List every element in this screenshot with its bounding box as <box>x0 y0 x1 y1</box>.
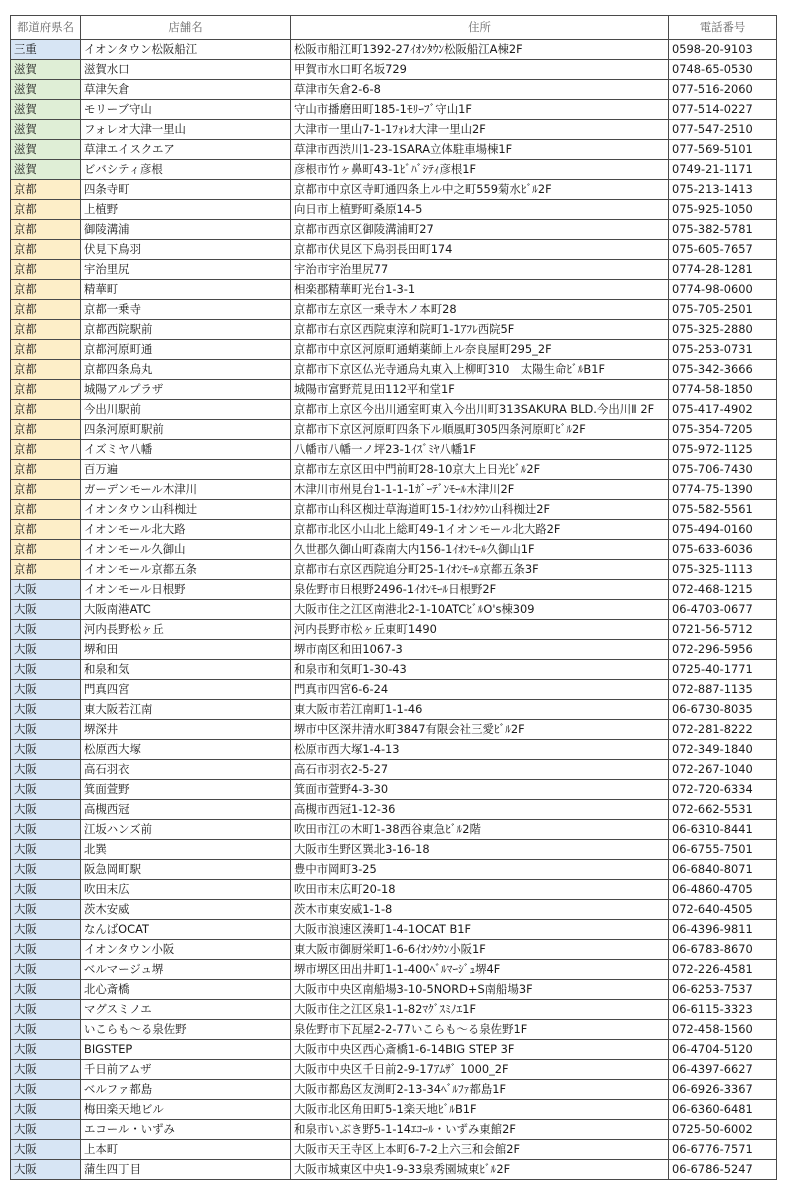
table-row <box>11 560 777 580</box>
phone-cell: 075-213-1413 <box>669 180 777 200</box>
address-cell: 松原市西大塚1-4-13 <box>291 740 669 760</box>
store-name-cell: 上本町 <box>81 1140 291 1160</box>
store-name-cell: 松原西大塚 <box>81 740 291 760</box>
store-list-table <box>10 15 777 1180</box>
store-name-cell: イオンタウン松阪船江 <box>81 40 291 60</box>
address-cell: 久世郡久御山町森南大内156-1ｲｵﾝﾓｰﾙ久御山1F <box>291 540 669 560</box>
phone-cell: 075-494-0160 <box>669 520 777 540</box>
prefecture-cell: 京都 <box>11 440 81 460</box>
table-row <box>11 680 777 700</box>
phone-cell: 075-972-1125 <box>669 440 777 460</box>
table-row <box>11 280 777 300</box>
prefecture-cell: 大阪 <box>11 580 81 600</box>
phone-cell: 06-6840-8071 <box>669 860 777 880</box>
store-name-cell: 上植野 <box>81 200 291 220</box>
address-cell: 大阪市都島区友渕町2-13-34ﾍﾞﾙﾌｧ都島1F <box>291 1080 669 1100</box>
prefecture-cell: 大阪 <box>11 900 81 920</box>
address-cell: 相楽郡精華町光台1-3-1 <box>291 280 669 300</box>
table-row <box>11 920 777 940</box>
phone-cell: 075-382-5781 <box>669 220 777 240</box>
address-cell: 大阪市北区角田町5-1楽天地ﾋﾞﾙB1F <box>291 1100 669 1120</box>
phone-cell: 075-253-0731 <box>669 340 777 360</box>
phone-cell: 0598-20-9103 <box>669 40 777 60</box>
prefecture-cell: 京都 <box>11 320 81 340</box>
address-cell: 高石市羽衣2-5-27 <box>291 760 669 780</box>
address-cell: 甲賀市水口町名坂729 <box>291 60 669 80</box>
prefecture-cell: 京都 <box>11 560 81 580</box>
prefecture-cell: 大阪 <box>11 840 81 860</box>
address-cell: 大阪市住之江区泉1-1-82ﾏｸﾞｽﾐﾉｴ1F <box>291 1000 669 1020</box>
table-row <box>11 740 777 760</box>
phone-cell: 075-605-7657 <box>669 240 777 260</box>
store-name-cell: 東大阪若江南 <box>81 700 291 720</box>
address-cell: 城陽市富野荒見田112平和堂1F <box>291 380 669 400</box>
table-row <box>11 820 777 840</box>
prefecture-cell: 大阪 <box>11 960 81 980</box>
store-name-cell: 御陵溝浦 <box>81 220 291 240</box>
table-row <box>11 620 777 640</box>
store-name-cell: 阪急岡町駅 <box>81 860 291 880</box>
table-row <box>11 1060 777 1080</box>
phone-cell: 0725-40-1771 <box>669 660 777 680</box>
store-name-cell: 高石羽衣 <box>81 760 291 780</box>
prefecture-cell: 京都 <box>11 280 81 300</box>
address-cell: 京都市西京区御陵溝浦町27 <box>291 220 669 240</box>
prefecture-cell: 京都 <box>11 420 81 440</box>
address-cell: 大阪市中央区千日前2-9-17ｱﾑｻﾞ 1000_2F <box>291 1060 669 1080</box>
prefecture-cell: 京都 <box>11 260 81 280</box>
address-cell: 京都市下京区河原町四条下ル順風町305四条河原町ﾋﾞﾙ2F <box>291 420 669 440</box>
address-cell: 向日市上植野町桑原14-5 <box>291 200 669 220</box>
table-row <box>11 980 777 1000</box>
table-row <box>11 880 777 900</box>
phone-cell: 06-6776-7571 <box>669 1140 777 1160</box>
address-cell: 豊中市岡町3-25 <box>291 860 669 880</box>
phone-cell: 0774-98-0600 <box>669 280 777 300</box>
phone-cell: 075-925-1050 <box>669 200 777 220</box>
table-row <box>11 840 777 860</box>
table-row <box>11 340 777 360</box>
address-cell: 大津市一里山7-1-1ﾌｫﾚｵ大津一里山2F <box>291 120 669 140</box>
phone-cell: 06-4396-9811 <box>669 920 777 940</box>
phone-cell: 0725-50-6002 <box>669 1120 777 1140</box>
phone-cell: 075-325-1113 <box>669 560 777 580</box>
phone-cell: 077-547-2510 <box>669 120 777 140</box>
store-name-cell: 堺深井 <box>81 720 291 740</box>
prefecture-cell: 大阪 <box>11 740 81 760</box>
store-name-cell: 京都西院駅前 <box>81 320 291 340</box>
store-name-cell: 北巽 <box>81 840 291 860</box>
prefecture-cell: 大阪 <box>11 1020 81 1040</box>
phone-cell: 072-349-1840 <box>669 740 777 760</box>
prefecture-cell: 三重 <box>11 40 81 60</box>
address-cell: 松阪市船江町1392-27ｲｵﾝﾀｳﾝ松阪船江A棟2F <box>291 40 669 60</box>
table-row <box>11 540 777 560</box>
store-name-cell: モリーブ守山 <box>81 100 291 120</box>
phone-cell: 072-267-1040 <box>669 760 777 780</box>
prefecture-cell: 大阪 <box>11 1080 81 1100</box>
prefecture-cell: 京都 <box>11 200 81 220</box>
table-row <box>11 600 777 620</box>
table-row <box>11 120 777 140</box>
table-row <box>11 380 777 400</box>
store-name-cell: なんばOCAT <box>81 920 291 940</box>
address-cell: 木津川市州見台1-1-1-1ｶﾞｰﾃﾞﾝﾓｰﾙ木津川2F <box>291 480 669 500</box>
prefecture-cell: 大阪 <box>11 1040 81 1060</box>
address-cell: 大阪市天王寺区上本町6-7-2上六三和会館2F <box>291 1140 669 1160</box>
store-name-cell: 精華町 <box>81 280 291 300</box>
phone-cell: 075-354-7205 <box>669 420 777 440</box>
prefecture-cell: 京都 <box>11 460 81 480</box>
prefecture-cell: 大阪 <box>11 800 81 820</box>
store-name-cell: イオンモール京都五条 <box>81 560 291 580</box>
prefecture-cell: 滋賀 <box>11 140 81 160</box>
address-cell: 京都市左京区田中門前町28-10京大上日光ﾋﾞﾙ2F <box>291 460 669 480</box>
phone-cell: 06-6310-8441 <box>669 820 777 840</box>
store-name-cell: 和泉和気 <box>81 660 291 680</box>
phone-cell: 072-468-1215 <box>669 580 777 600</box>
phone-cell: 072-662-5531 <box>669 800 777 820</box>
table-row <box>11 140 777 160</box>
phone-cell: 077-514-0227 <box>669 100 777 120</box>
table-body <box>11 40 777 1180</box>
address-cell: 堺市南区和田1067-3 <box>291 640 669 660</box>
table-row <box>11 240 777 260</box>
store-name-cell: 堺和田 <box>81 640 291 660</box>
address-cell: 東大阪市御厨栄町1-6-6ｲｵﾝﾀｳﾝ小阪1F <box>291 940 669 960</box>
store-name-cell: 大阪南港ATC <box>81 600 291 620</box>
prefecture-cell: 大阪 <box>11 620 81 640</box>
store-name-cell: 蒲生四丁目 <box>81 1160 291 1180</box>
address-cell: 京都市右京区西院追分町25-1ｲｵﾝﾓｰﾙ京都五条3F <box>291 560 669 580</box>
prefecture-cell: 京都 <box>11 360 81 380</box>
table-row <box>11 700 777 720</box>
phone-cell: 072-281-8222 <box>669 720 777 740</box>
phone-cell: 06-4397-6627 <box>669 1060 777 1080</box>
address-cell: 門真市四宮6-6-24 <box>291 680 669 700</box>
prefecture-cell: 大阪 <box>11 980 81 1000</box>
store-name-cell: 門真四宮 <box>81 680 291 700</box>
address-cell: 大阪市住之江区南港北2-1-10ATCﾋﾞﾙO's棟309 <box>291 600 669 620</box>
table-row <box>11 1080 777 1100</box>
store-name-cell: 千日前アムザ <box>81 1060 291 1080</box>
store-name-cell: 百万遍 <box>81 460 291 480</box>
prefecture-cell: 大阪 <box>11 820 81 840</box>
store-name-cell: ベルマージュ堺 <box>81 960 291 980</box>
address-cell: 高槻市西冠1-12-36 <box>291 800 669 820</box>
store-name-cell: フォレオ大津一里山 <box>81 120 291 140</box>
prefecture-cell: 大阪 <box>11 880 81 900</box>
store-name-cell: いこらも～る泉佐野 <box>81 1020 291 1040</box>
prefecture-cell: 大阪 <box>11 760 81 780</box>
store-name-cell: 京都一乗寺 <box>81 300 291 320</box>
store-name-cell: エコール・いずみ <box>81 1120 291 1140</box>
phone-cell: 06-4860-4705 <box>669 880 777 900</box>
table-row <box>11 60 777 80</box>
phone-cell: 072-458-1560 <box>669 1020 777 1040</box>
table-row <box>11 400 777 420</box>
table-row <box>11 780 777 800</box>
prefecture-cell: 京都 <box>11 220 81 240</box>
table-row <box>11 1020 777 1040</box>
table-row <box>11 520 777 540</box>
store-name-cell: 箕面萱野 <box>81 780 291 800</box>
prefecture-cell: 大阪 <box>11 780 81 800</box>
phone-cell: 0774-75-1390 <box>669 480 777 500</box>
store-name-cell: ベルファ都島 <box>81 1080 291 1100</box>
header-store: 店舗名 <box>81 16 291 40</box>
store-name-cell: イオンモール日根野 <box>81 580 291 600</box>
phone-cell: 06-6926-3367 <box>669 1080 777 1100</box>
table-row <box>11 900 777 920</box>
table-row <box>11 1100 777 1120</box>
store-name-cell: 四条寺町 <box>81 180 291 200</box>
store-name-cell: 茨木安威 <box>81 900 291 920</box>
table-row <box>11 460 777 480</box>
table-row <box>11 580 777 600</box>
prefecture-cell: 大阪 <box>11 640 81 660</box>
prefecture-cell: 大阪 <box>11 700 81 720</box>
store-name-cell: 京都四条烏丸 <box>81 360 291 380</box>
store-name-cell: イズミヤ八幡 <box>81 440 291 460</box>
address-cell: 京都市山科区椥辻草海道町15-1ｲｵﾝﾀｳﾝ山科椥辻2F <box>291 500 669 520</box>
address-cell: 京都市上京区今出川通室町東入今出川町313SAKURA BLD.今出川Ⅱ 2F <box>291 400 669 420</box>
table-row <box>11 40 777 60</box>
prefecture-cell: 滋賀 <box>11 80 81 100</box>
store-name-cell: 宇治里尻 <box>81 260 291 280</box>
phone-cell: 077-516-2060 <box>669 80 777 100</box>
phone-cell: 072-226-4581 <box>669 960 777 980</box>
table-row <box>11 440 777 460</box>
phone-cell: 075-417-4902 <box>669 400 777 420</box>
store-name-cell: ビバシティ彦根 <box>81 160 291 180</box>
store-name-cell: 四条河原町駅前 <box>81 420 291 440</box>
phone-cell: 06-6253-7537 <box>669 980 777 1000</box>
table-row <box>11 860 777 880</box>
address-cell: 大阪市中央区南船場3-10-5NORD+S南船場3F <box>291 980 669 1000</box>
table-row <box>11 660 777 680</box>
phone-cell: 0721-56-5712 <box>669 620 777 640</box>
address-cell: 宇治市宇治里尻77 <box>291 260 669 280</box>
prefecture-cell: 京都 <box>11 340 81 360</box>
address-cell: 大阪市中央区西心斎橋1-6-14BIG STEP 3F <box>291 1040 669 1060</box>
phone-cell: 075-706-7430 <box>669 460 777 480</box>
phone-cell: 072-887-1135 <box>669 680 777 700</box>
store-name-cell: イオンタウン山科椥辻 <box>81 500 291 520</box>
store-name-cell: 伏見下鳥羽 <box>81 240 291 260</box>
store-name-cell: 梅田楽天地ビル <box>81 1100 291 1120</box>
address-cell: 京都市伏見区下鳥羽長田町174 <box>291 240 669 260</box>
store-name-cell: 河内長野松ヶ丘 <box>81 620 291 640</box>
store-name-cell: 滋賀水口 <box>81 60 291 80</box>
phone-cell: 075-325-2880 <box>669 320 777 340</box>
prefecture-cell: 京都 <box>11 380 81 400</box>
store-name-cell: マグスミノエ <box>81 1000 291 1020</box>
address-cell: 京都市中京区寺町通四条上ル中之町559菊水ﾋﾞﾙ2F <box>291 180 669 200</box>
prefecture-cell: 大阪 <box>11 680 81 700</box>
prefecture-cell: 滋賀 <box>11 160 81 180</box>
table-row <box>11 640 777 660</box>
phone-cell: 06-4703-0677 <box>669 600 777 620</box>
address-cell: 草津市矢倉2-6-8 <box>291 80 669 100</box>
address-cell: 京都市下京区仏光寺通烏丸東入上柳町310 太陽生命ﾋﾞﾙB1F <box>291 360 669 380</box>
address-cell: 草津市西渋川1-23-1SARA立体駐車場棟1F <box>291 140 669 160</box>
phone-cell: 0748-65-0530 <box>669 60 777 80</box>
prefecture-cell: 大阪 <box>11 600 81 620</box>
address-cell: 吹田市江の木町1-38西谷東急ﾋﾞﾙ2階 <box>291 820 669 840</box>
header-row <box>11 16 777 40</box>
phone-cell: 06-6360-6481 <box>669 1100 777 1120</box>
address-cell: 和泉市いぶき野5-1-14ｴｺｰﾙ・いずみ東館2F <box>291 1120 669 1140</box>
table-row <box>11 1120 777 1140</box>
prefecture-cell: 大阪 <box>11 720 81 740</box>
address-cell: 大阪市浪速区湊町1-4-1OCAT B1F <box>291 920 669 940</box>
prefecture-cell: 大阪 <box>11 1100 81 1120</box>
phone-cell: 075-342-3666 <box>669 360 777 380</box>
address-cell: 河内長野市松ヶ丘東町1490 <box>291 620 669 640</box>
address-cell: 茨木市東安威1-1-8 <box>291 900 669 920</box>
address-cell: 箕面市萱野4-3-30 <box>291 780 669 800</box>
table-row <box>11 200 777 220</box>
phone-cell: 0749-21-1171 <box>669 160 777 180</box>
table-row <box>11 1140 777 1160</box>
prefecture-cell: 京都 <box>11 400 81 420</box>
table-row <box>11 360 777 380</box>
phone-cell: 075-582-5561 <box>669 500 777 520</box>
phone-cell: 075-705-2501 <box>669 300 777 320</box>
address-cell: 堺市中区深井清水町3847有限会社三愛ﾋﾞﾙ2F <box>291 720 669 740</box>
store-name-cell: 草津矢倉 <box>81 80 291 100</box>
prefecture-cell: 大阪 <box>11 660 81 680</box>
prefecture-cell: 滋賀 <box>11 120 81 140</box>
prefecture-cell: 京都 <box>11 480 81 500</box>
phone-cell: 06-4704-5120 <box>669 1040 777 1060</box>
phone-cell: 077-569-5101 <box>669 140 777 160</box>
prefecture-cell: 大阪 <box>11 1160 81 1180</box>
store-name-cell: 京都河原町通 <box>81 340 291 360</box>
table-row <box>11 300 777 320</box>
store-name-cell: 草津エイスクエア <box>81 140 291 160</box>
phone-cell: 06-6730-8035 <box>669 700 777 720</box>
store-name-cell: 高槻西冠 <box>81 800 291 820</box>
prefecture-cell: 滋賀 <box>11 60 81 80</box>
table-row <box>11 1160 777 1180</box>
store-name-cell: 北心斎橋 <box>81 980 291 1000</box>
prefecture-cell: 大阪 <box>11 860 81 880</box>
prefecture-cell: 大阪 <box>11 920 81 940</box>
prefecture-cell: 京都 <box>11 180 81 200</box>
table-row <box>11 80 777 100</box>
store-name-cell: BIGSTEP <box>81 1040 291 1060</box>
address-cell: 泉佐野市下瓦屋2-2-77いこらも～る泉佐野1F <box>291 1020 669 1040</box>
store-name-cell: 今出川駅前 <box>81 400 291 420</box>
store-name-cell: 江坂ハンズ前 <box>81 820 291 840</box>
prefecture-cell: 京都 <box>11 300 81 320</box>
address-cell: 堺市堺区田出井町1-1-400ﾍﾞﾙﾏｰｼﾞｭ堺4F <box>291 960 669 980</box>
store-name-cell: 城陽アルプラザ <box>81 380 291 400</box>
phone-cell: 06-6755-7501 <box>669 840 777 860</box>
prefecture-cell: 京都 <box>11 500 81 520</box>
store-name-cell: 吹田末広 <box>81 880 291 900</box>
address-cell: 大阪市生野区巽北3-16-18 <box>291 840 669 860</box>
table-row <box>11 800 777 820</box>
address-cell: 彦根市竹ヶ鼻町43-1ﾋﾞﾊﾞｼﾃｨ彦根1F <box>291 160 669 180</box>
address-cell: 守山市播磨田町185-1ﾓﾘｰﾌﾞ守山1F <box>291 100 669 120</box>
table-row <box>11 160 777 180</box>
address-cell: 泉佐野市日根野2496-1ｲｵﾝﾓｰﾙ日根野2F <box>291 580 669 600</box>
table-row <box>11 320 777 340</box>
prefecture-cell: 京都 <box>11 540 81 560</box>
phone-cell: 06-6783-8670 <box>669 940 777 960</box>
address-cell: 京都市北区小山北上総町49-1イオンモール北大路2F <box>291 520 669 540</box>
phone-cell: 072-640-4505 <box>669 900 777 920</box>
phone-cell: 06-6786-5247 <box>669 1160 777 1180</box>
store-name-cell: イオンタウン小阪 <box>81 940 291 960</box>
address-cell: 大阪市城東区中央1-9-33泉秀園城東ﾋﾞﾙ2F <box>291 1160 669 1180</box>
table-row <box>11 720 777 740</box>
table-row <box>11 760 777 780</box>
table-row <box>11 220 777 240</box>
table-row <box>11 960 777 980</box>
prefecture-cell: 京都 <box>11 240 81 260</box>
prefecture-cell: 京都 <box>11 520 81 540</box>
prefecture-cell: 大阪 <box>11 940 81 960</box>
table-row <box>11 940 777 960</box>
table-row <box>11 260 777 280</box>
phone-cell: 0774-58-1850 <box>669 380 777 400</box>
address-cell: 京都市中京区河原町通蛸薬師上ル奈良屋町295_2F <box>291 340 669 360</box>
prefecture-cell: 滋賀 <box>11 100 81 120</box>
prefecture-cell: 大阪 <box>11 1000 81 1020</box>
phone-cell: 072-296-5956 <box>669 640 777 660</box>
prefecture-cell: 大阪 <box>11 1140 81 1160</box>
prefecture-cell: 大阪 <box>11 1120 81 1140</box>
header-address: 住所 <box>291 16 669 40</box>
address-cell: 吹田市末広町20-18 <box>291 880 669 900</box>
table-row <box>11 180 777 200</box>
table-row <box>11 500 777 520</box>
phone-cell: 075-633-6036 <box>669 540 777 560</box>
store-name-cell: ガーデンモール木津川 <box>81 480 291 500</box>
address-cell: 京都市右京区西院東淳和院町1-1ｱﾌﾚ西院5F <box>291 320 669 340</box>
table-row <box>11 1000 777 1020</box>
header-phone: 電話番号 <box>669 16 777 40</box>
phone-cell: 0774-28-1281 <box>669 260 777 280</box>
table-row <box>11 1040 777 1060</box>
table-row <box>11 100 777 120</box>
header-prefecture: 都道府県名 <box>11 16 81 40</box>
store-name-cell: イオンモール北大路 <box>81 520 291 540</box>
address-cell: 八幡市八幡一ノ坪23-1ｲｽﾞﾐﾔ八幡1F <box>291 440 669 460</box>
prefecture-cell: 大阪 <box>11 1060 81 1080</box>
address-cell: 和泉市和気町1-30-43 <box>291 660 669 680</box>
phone-cell: 072-720-6334 <box>669 780 777 800</box>
address-cell: 京都市左京区一乗寺木ノ本町28 <box>291 300 669 320</box>
address-cell: 東大阪市若江南町1-1-46 <box>291 700 669 720</box>
table-row <box>11 420 777 440</box>
phone-cell: 06-6115-3323 <box>669 1000 777 1020</box>
store-name-cell: イオンモール久御山 <box>81 540 291 560</box>
table-row <box>11 480 777 500</box>
